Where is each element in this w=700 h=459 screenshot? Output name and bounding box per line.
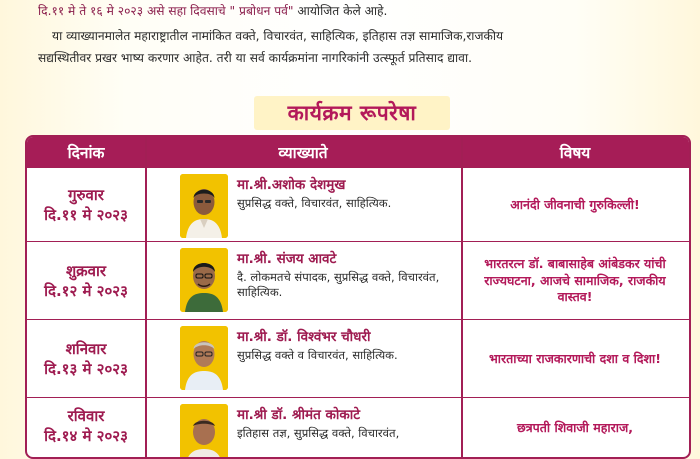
speaker-photo [180,404,228,459]
intro-paragraph [0,0,700,80]
table-row [27,319,689,398]
speaker-portrait-icon [180,248,228,312]
speaker-portrait-icon [180,174,228,238]
speaker-description: सुप्रसिद्ध वक्ते, विचारवंत, साहित्यिक. [237,196,392,210]
header-topic: विषय [559,144,591,162]
speaker-photo [180,326,228,390]
day-label: रविवार [67,407,105,425]
speaker-photo [180,248,228,312]
speaker-info [237,407,457,441]
date-label: दि.११ मे २०२३ [44,206,128,224]
topic-text: भारताच्या राजकारणाची दशा व दिशा! [488,350,661,366]
day-label: गुरुवार [68,186,104,204]
speaker-portrait-icon [180,404,228,459]
header-speakers: व्याख्याते [278,144,328,162]
speaker-info [237,251,457,300]
speaker-description: सुप्रसिद्ध वक्ते व विचारवंत, साहित्यिक. [237,348,398,362]
speaker-name: मा.श्री.अशोक देशमुख [237,177,346,193]
topic-text: छत्रपती शिवाजी महाराज, [517,420,633,435]
topic-cell [461,242,689,320]
speaker-name: मा.श्री. संजय आवटे [237,251,337,267]
topic-cell [461,398,689,458]
date-cell [27,398,145,458]
topic-cell [461,168,689,242]
speaker-name: मा.श्री डॉ. श्रीमंत कोकाटे [237,407,361,423]
intro-line-3: सद्यस्थितीवर प्रखर भाष्य करणार आहेत. तरी या सर्व कार्यक्रमांना नागरिकांनी उत्स्फूर्त प्रतिसाद द्यावा. [38,51,472,65]
day-label: शुक्रवार [65,262,107,280]
header-date: दिनांक [67,144,105,162]
column-divider [145,137,147,457]
date-cell [27,320,145,398]
table-row [27,241,689,320]
topic-text: आनंदी जीवनाची गुरुकिल्ली! [510,196,640,212]
schedule-banner [254,96,450,130]
schedule-table [25,135,691,459]
date-label: दि.१२ मे २०२३ [44,282,128,300]
speaker-info [237,177,457,211]
speaker-description: दै. लोकमतचे संपादक, सुप्रसिद्ध वक्ते, विचारवंत, साहित्यिक. [237,270,440,299]
table-header [27,137,689,167]
date-label: दि.१४ मे २०२३ [44,427,128,445]
intro-line-2: या व्याख्यानमालेत महाराष्ट्रातील नामांकित वक्ते, विचारवंत, साहित्यिक, इतिहास तज्ञ सामाजिक,राजकीय [52,29,504,43]
intro-line-1 [38,3,387,19]
topic-cell [461,320,689,398]
speaker-photo [180,174,228,238]
intro-line-1-tail: आयोजित केले आहे. [297,4,388,18]
day-label: शनिवार [65,340,107,358]
speaker-portrait-icon [180,326,228,390]
intro-highlight: दि.११ मे ते १६ मे २०२३ असे सहा दिवसाचे " प्रबोधन पर्व" [38,4,294,18]
speaker-description: इतिहास तज्ञ, सुप्रसिद्ध वक्ते, विचारवंत, [237,426,400,440]
topic-text: भारतरत्न डॉ. बाबासाहेब आंबेडकर यांची राज्यघटना, आजचे सामाजिक, राजकीय वास्तव! [484,256,666,305]
date-cell [27,168,145,242]
column-divider [461,137,463,457]
date-label: दि.१३ मे २०२३ [44,360,128,378]
table-row [27,397,689,458]
schedule-title: कार्यक्रम रूपरेषा [287,101,417,125]
speaker-name: मा.श्री. डॉ. विश्वंभर चौधरी [237,329,371,345]
table-row [27,167,689,242]
speaker-info [237,329,457,363]
date-cell [27,242,145,320]
